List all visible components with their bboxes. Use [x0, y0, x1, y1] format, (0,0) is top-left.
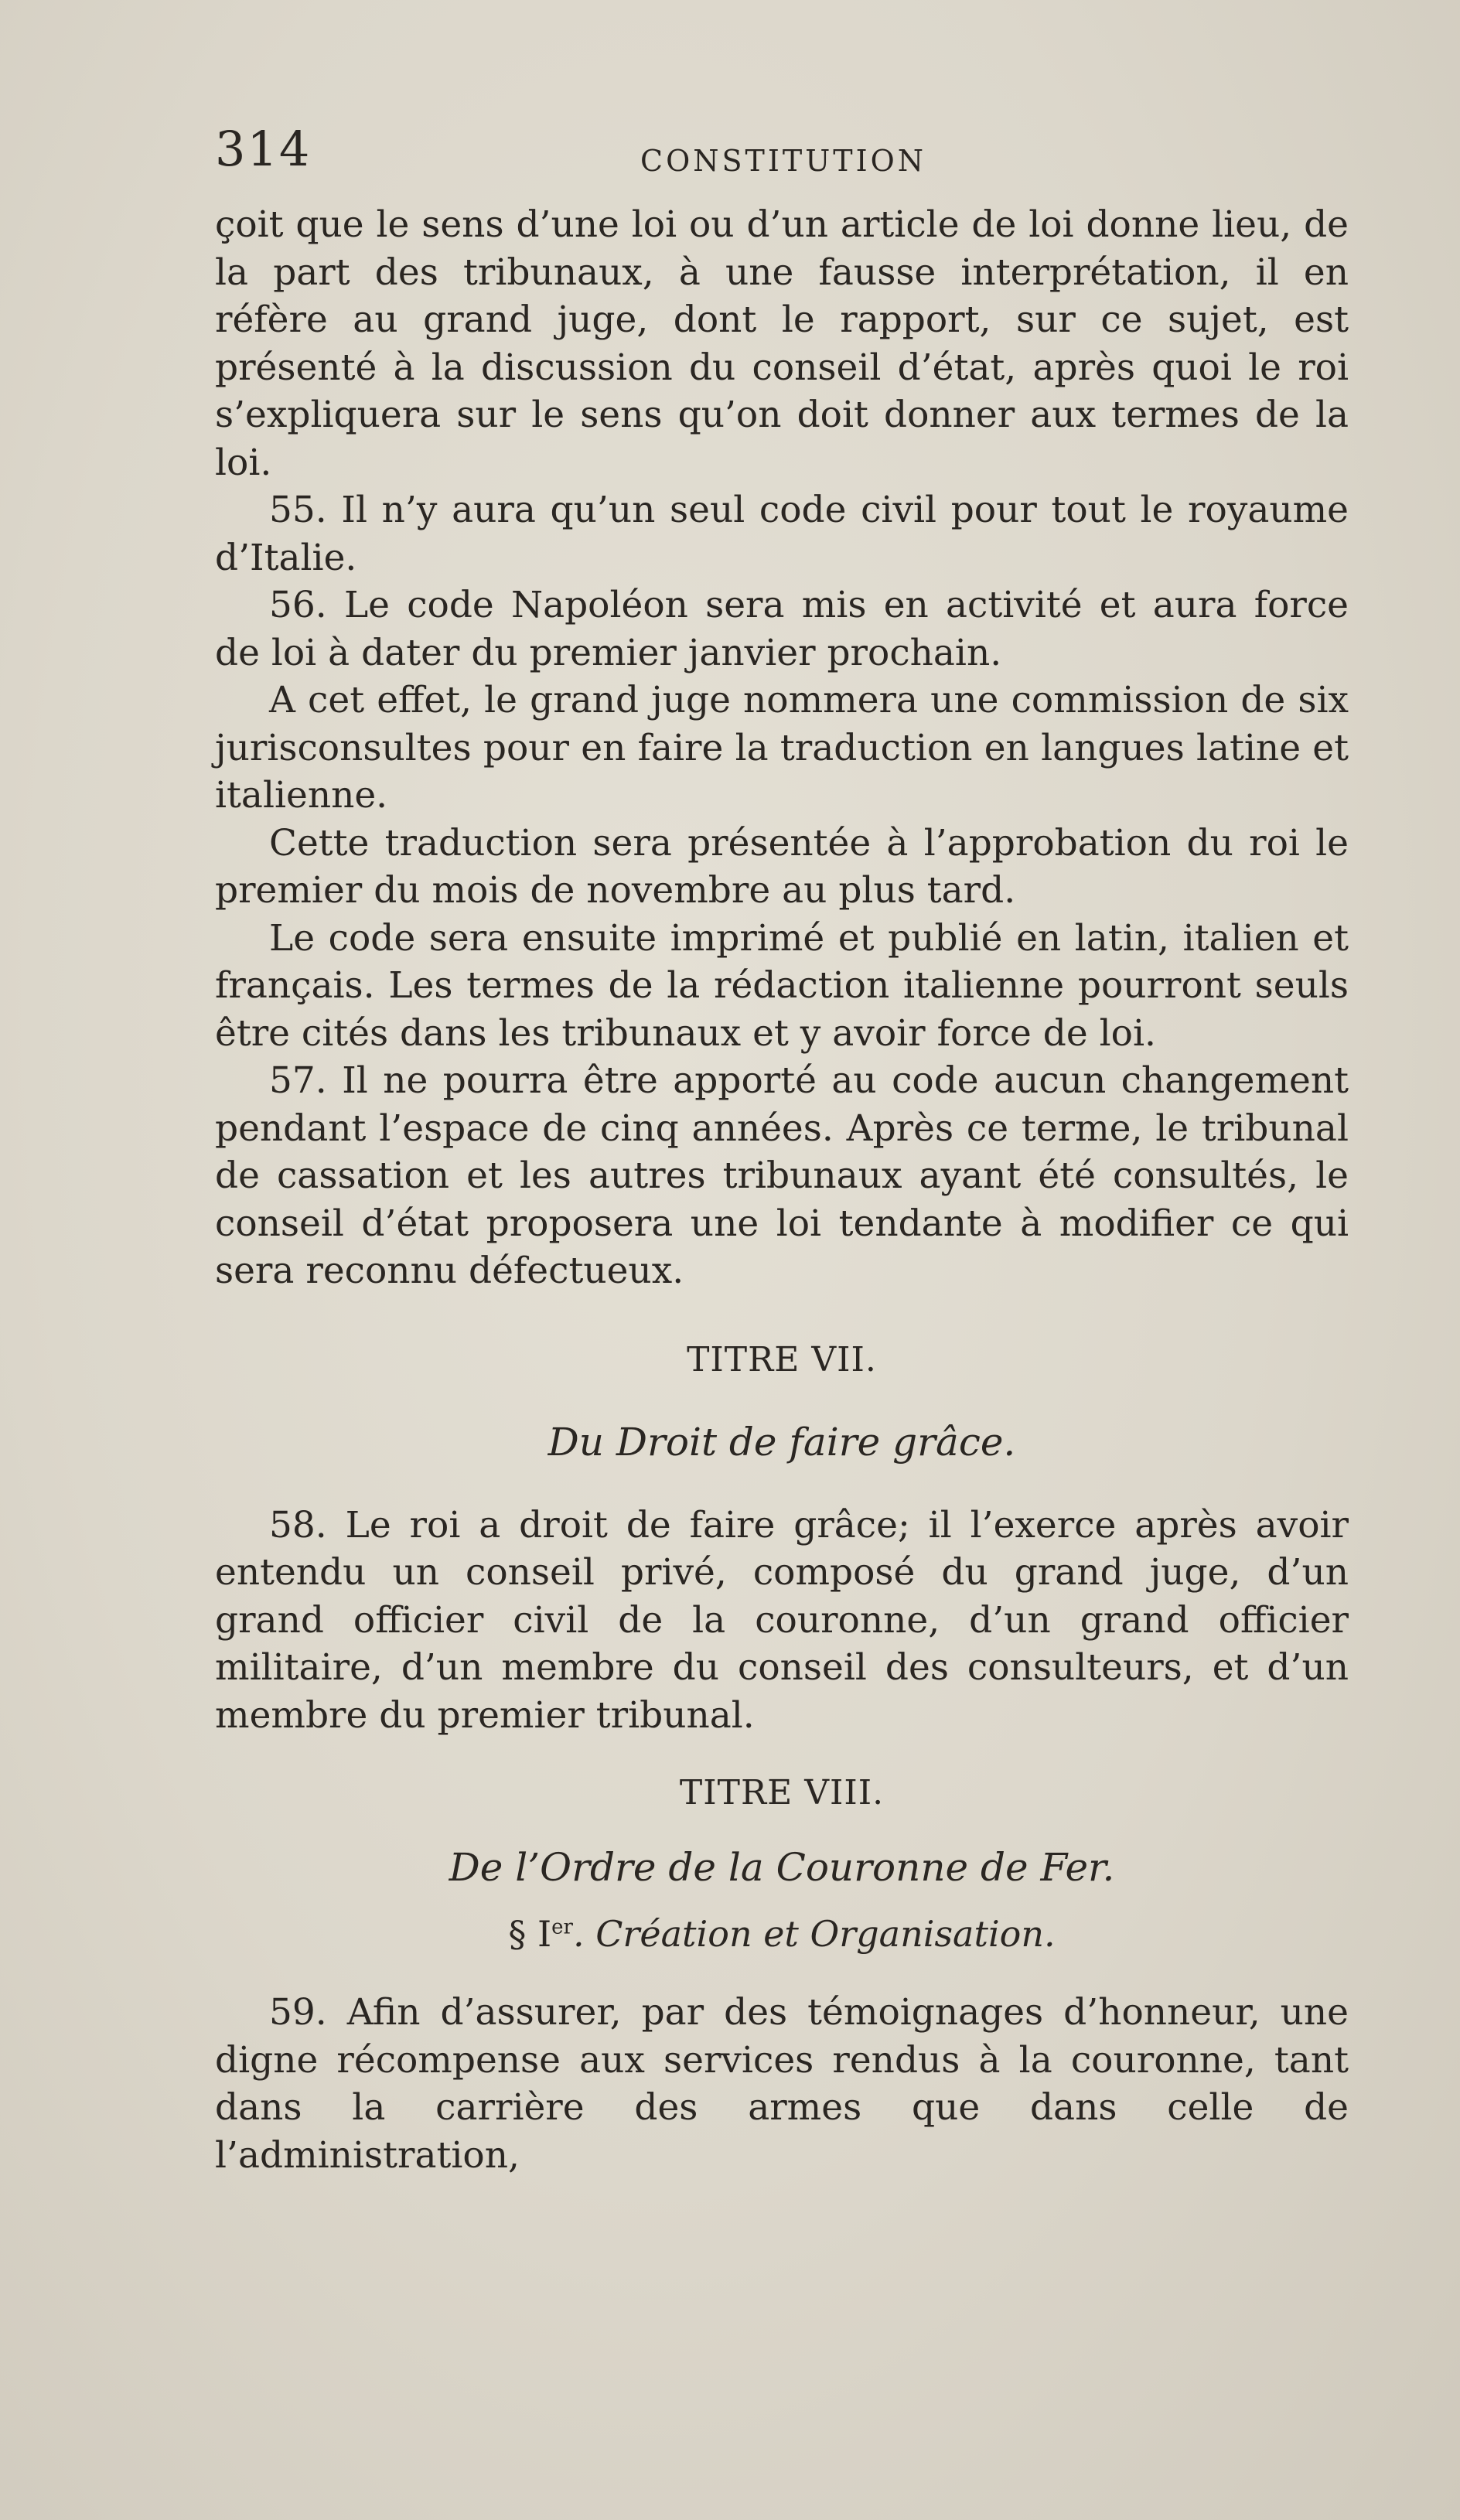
- section-heading: [215, 1913, 1349, 1955]
- text-block: [215, 116, 1349, 2179]
- page-header: [215, 116, 1349, 201]
- titre-viii-heading: TITRE VIII.: [679, 1773, 885, 1812]
- article-56-publication: Le code sera ensuite imprimé et publié en latin, italien et français. Les termes de la rédaction italienne pourront seuls être cités dans les tribunaux et y avoir force de loi.: [215, 916, 1349, 1055]
- article-56-approval: Cette traduction sera présentée à l’approbation du roi le premier du mois de novembre au plus tard.: [215, 821, 1349, 912]
- paragraph-continuation: çoit que le sens d’une loi ou d’un article de loi donne lieu, de la part des tribunaux, à une fausse interprétation, il en réfère au grand juge, dont le rapport, sur ce sujet, est présenté à la discussion du conseil d’état, après quoi le roi s’expliquera sur le sens qu’on doit donner aux termes de la loi.: [215, 203, 1349, 484]
- section-marker: § I: [508, 1913, 552, 1955]
- article-59: 59. Afin d’assurer, par des témoignages d’honneur, une digne récompense aux services rendus à la couronne, tant dans la carrière des armes que dans celle de l’administration,: [215, 1991, 1349, 2177]
- article-58: 58. Le roi a droit de faire grâce; il l’exerce après avoir entendu un conseil privé, composé du grand juge, d’un grand officier civil de la couronne, d’un grand officier militaire, d’un membre du conseil des consulteurs, et d’un membre du premier tribunal.: [215, 1503, 1349, 1737]
- section-title: . Création et Organisation.: [572, 1913, 1056, 1955]
- article-55: 55. Il n’y aura qu’un seul code civil pour tout le royaume d’Italie.: [215, 489, 1349, 579]
- article-56: 56. Le code Napoléon sera mis en activité et aura force de loi à dater du premier janvier prochain.: [215, 584, 1349, 674]
- article-57: 57. Il ne pourra être apporté au code aucun changement pendant l’espace de cinq années. Après ce terme, le tribunal de cassation et les autres tribunaux ayant été consultés, le conseil d’état proposera une loi tendante à modifier ce qui sera reconnu défectueux.: [215, 1059, 1349, 1292]
- titre-vii-heading: TITRE VII.: [687, 1339, 877, 1379]
- page-number: 314: [215, 121, 312, 177]
- running-head: CONSTITUTION: [640, 144, 926, 178]
- section-superscript: er: [551, 1915, 573, 1939]
- titre-vii-subtitle: Du Droit de faire grâce.: [548, 1419, 1016, 1465]
- article-56-commission: A cet effet, le grand juge nommera une commission de six jurisconsultes pour en faire la traduction en langues latine et italienne.: [215, 679, 1349, 817]
- titre-viii-subtitle: De l’Ordre de la Couronne de Fer.: [449, 1845, 1115, 1890]
